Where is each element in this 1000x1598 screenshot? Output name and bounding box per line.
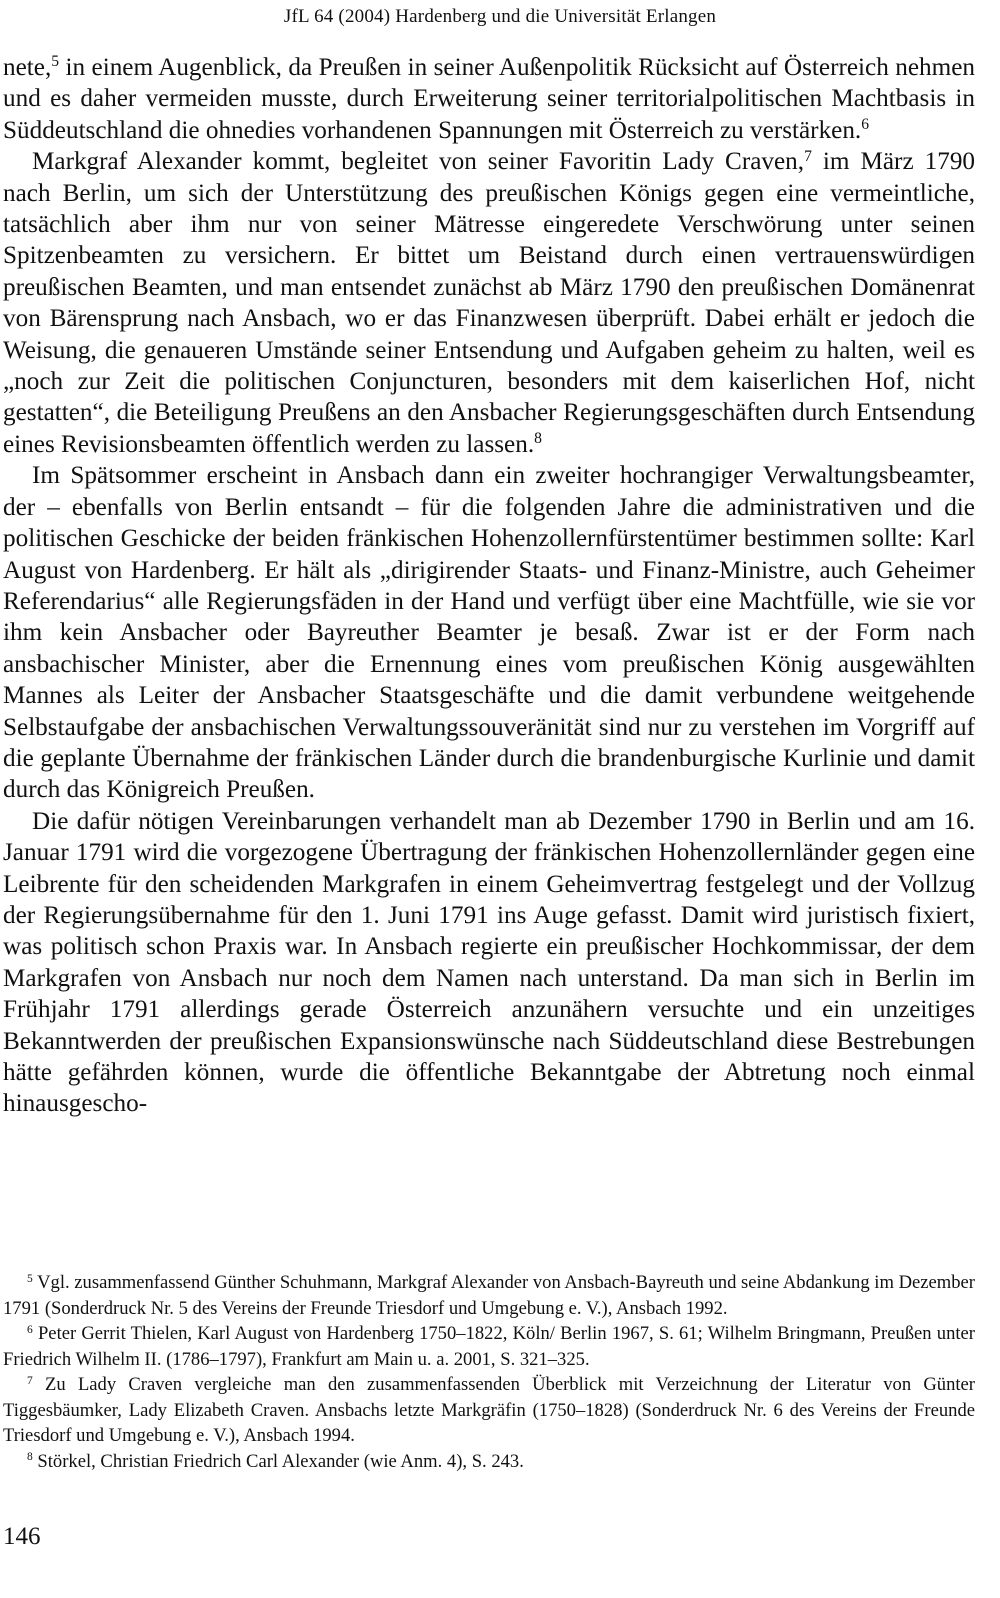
footnote-text: Zu Lady Craven vergleiche man den zusammenfassenden Überblick mit Verzeichnung der Literatur von Günter Tiggesbäumker, Lady Elizabeth Craven. Ansbachs letzte Markgräfin (1750–1828) (Sonderdruck Nr. 6 des Vereins der Freunde Triesdorf und Umgebung e. V.), Ansbach 1994. [3, 1374, 975, 1446]
footnote-text: Störkel, Christian Friedrich Carl Alexander (wie Anm. 4), S. 243. [37, 1450, 524, 1472]
footnote-ref-6: 6 [861, 116, 870, 134]
footnote-number: 5 [27, 1272, 33, 1285]
footnote-ref-5: 5 [51, 53, 60, 71]
paragraph-text: Die dafür nötigen Vereinbarungen verhandelt man ab Dezember 1790 in Berlin und am 16. Januar 1791 wird die vorgezogene Übertragung der fränkischen Hohenzollernländer gegen eine Leibrente für den scheidenden Markgrafen in einem Geheimvertrag festgelegt und der Vollzug der Regierungsübernahme für den 1. Juni 1791 ins Auge gefasst. Damit wird juristisch fixiert, was politisch schon Praxis war. In Ansbach regierte ein preußischer Hochkommissar, der dem Markgrafen von Ansbach nur noch dem Namen nach unterstand. Da man sich in Berlin im Frühjahr 1791 allerdings gerade Österreich anzunähern versuchte und ein unzeitiges Bekanntwerden der preußischen Expansionswünsche nach Süddeutschland diese Bestrebungen hätte gefährden können, wurde die öffentliche Bekanntgabe der Abtretung noch einmal hinausgescho- [3, 807, 975, 1118]
paragraph-text: im März 1790 nach Berlin, um sich der Unterstützung des preußischen Königs gegen eine vermeintliche, tatsächlich aber ihm nur von seiner Mätresse eingeredete Verschwörung unter seinen Spitzenbeamten zu versichern. Er bittet um Beistand durch einen vertrauenswürdigen preußischen Beamten, und man entsendet zunächst ab März 1790 den preußischen Domänenrat von Bärensprung nach Ansbach, wo er das Finanzwesen überprüft. Dabei erhält er jedoch die Weisung, die genaueren Umstände seiner Entsendung und Aufgaben geheim zu halten, weil es „noch zur Zeit die politischen Conjuncturen, besonders mit dem kaiserlichen Hof, nicht gestatten“, die Beteiligung Preußens an den Ansbacher Regierungsgeschäften durch Entsendung eines Revisionsbeamten öffentlich werden zu lassen. [3, 148, 976, 458]
footnote-8 [3, 1449, 975, 1475]
footnote-5 [3, 1270, 975, 1321]
footnotes [3, 1270, 975, 1474]
running-head: JfL 64 (2004) Hardenberg und die Universität Erlangen [283, 6, 717, 27]
page-number: 146 [3, 1523, 41, 1550]
body-text [3, 52, 975, 1120]
paragraph-3 [3, 460, 975, 805]
paragraph-2 [3, 146, 975, 460]
footnote-number: 7 [27, 1374, 33, 1387]
paragraph-text: Markgraf Alexander kommt, begleitet von seiner Favoritin Lady Craven, [32, 148, 805, 176]
footnote-text: Peter Gerrit Thielen, Karl August von Hardenberg 1750–1822, Köln/ Berlin 1967, S. 61; Wilhelm Bringmann, Preußen unter Friedrich Wilhelm II. (1786–1797), Frankfurt am Main u. a. 2001, S. 321–325. [3, 1323, 975, 1370]
paragraph-text: nete, [3, 54, 52, 81]
footnote-number: 8 [27, 1451, 33, 1464]
footnote-number: 6 [27, 1323, 33, 1336]
paragraph-1 [3, 52, 975, 146]
paragraph-text: in einem Augenblick, da Preußen in seiner Außenpolitik Rücksicht auf Österreich nehmen und es daher vermeiden musste, durch Erweiterung seiner territorialpolitischen Machtbasis in Süddeutschland die ohnedies vorhandenen Spannungen mit Österreich zu verstärken. [3, 54, 975, 144]
paragraph-4 [3, 806, 975, 1120]
paragraph-text: Im Spätsommer erscheint in Ansbach dann ein zweiter hochrangiger Verwaltungsbeamter, der – ebenfalls von Berlin entsandt – für die folgenden Jahre die administrativen und die politischen Geschicke der beiden fränkischen Hohenzollernfürstentümer bestimmen sollte: Karl August von Hardenberg. Er hält als „dirigirender Staats- und Finanz-Ministre, auch Geheimer Referendarius“ alle Regierungsfäden in der Hand und verfügt über eine Machtfülle, wie sie vor ihm kein Ansbacher oder Bayreuther Beamter je besaß. Zwar ist er der Form nach ansbachischer Minister, aber die Ernennung eines vom preußischen König ausgewählten Mannes als Leiter der Ansbacher Staatsgeschäfte und die damit verbundene weitgehende Selbstaufgabe der ansbachischen Verwaltungssouveränität sind nur zu verstehen im Vorgriff auf die geplante Übernahme der fränkischen Länder durch die brandenburgische Kurlinie und damit durch das Königreich Preußen. [3, 462, 975, 804]
footnote-6 [3, 1321, 975, 1372]
footnote-ref-8: 8 [534, 430, 542, 448]
footnote-7 [3, 1372, 975, 1449]
footnote-text: Vgl. zusammenfassend Günther Schuhmann, Markgraf Alexander von Ansbach-Bayreuth und seine Abdankung im Dezember 1791 (Sonderdruck Nr. 5 des Vereins der Freunde Triesdorf und Umgebung e. V.), Ansbach 1992. [3, 1272, 975, 1319]
footnote-ref-7: 7 [804, 147, 812, 165]
